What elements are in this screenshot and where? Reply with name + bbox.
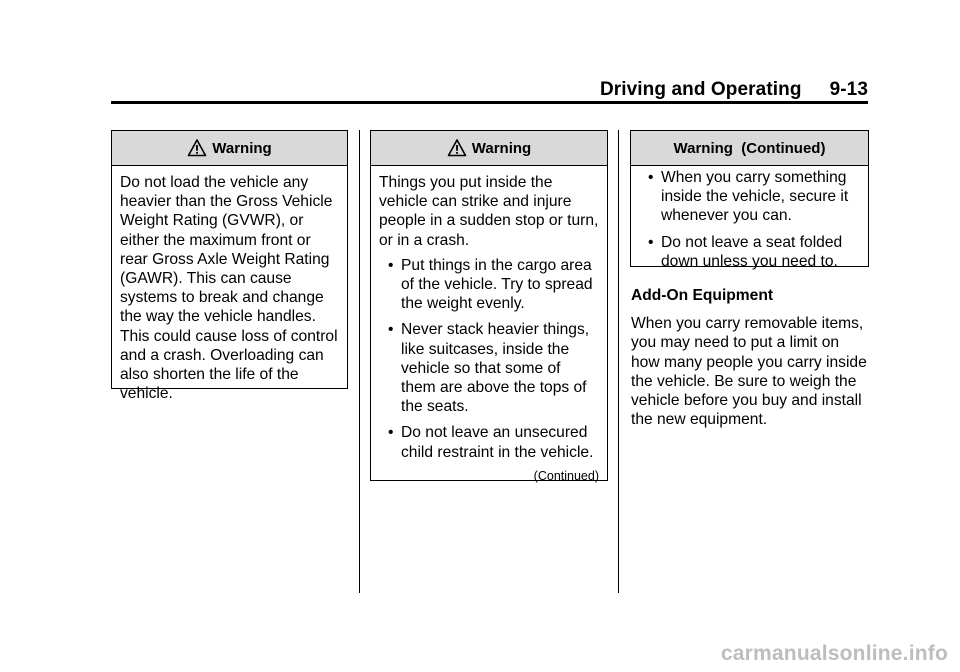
warning-box-continued: [630, 130, 869, 270]
warning-header: [631, 131, 868, 166]
warning-title: Warning: [471, 139, 532, 157]
watermark: carmanualsonline.info: [720, 642, 948, 665]
bullet-icon: •: [648, 233, 654, 251]
warning-bullet-list: [379, 256, 599, 462]
list-item: • Do not leave a seat folded down unless you need to.: [648, 233, 843, 270]
warning-title: Warning: [212, 139, 272, 157]
list-item: • Put things in the cargo area of the vehicle. Try to spread the weight evenly.: [388, 256, 593, 313]
page-number: 9-13: [829, 79, 868, 100]
column-divider: [359, 130, 360, 593]
bullet-icon: •: [388, 424, 394, 442]
warning-intro: Things you put inside the vehicle can strike and injure people in a sudden stop or turn, or in a crash.: [379, 174, 599, 249]
list-item: • Do not leave an unsecured child restraint in the vehicle.: [388, 424, 594, 461]
warning-header: [112, 131, 347, 166]
warning-triangle-icon: [187, 138, 207, 158]
warning-triangle-icon: [447, 138, 467, 158]
warning-title: Warning (Continued): [673, 139, 826, 157]
section-heading: Add-On Equipment: [631, 287, 774, 304]
list-item: • Never stack heavier things, like suitcases, inside the vehicle so that some of them are above the tops of the seats.: [388, 321, 590, 416]
warning-text: Do not load the vehicle any heavier than the Gross Vehicle Weight Rating (GVWR), or either the maximum front or rear Gross Axle Weight Rating (GAWR). This can cause systems to break and change the way the vehicle handles. This could cause loss of control and a crash. Overloading can also shorten the life of the vehicle.: [120, 174, 338, 403]
list-item: • When you carry something inside the vehicle, secure it whenever you can.: [648, 169, 849, 225]
bullet-icon: •: [388, 321, 394, 339]
page-header: [600, 79, 868, 101]
continued-label: (Continued): [533, 468, 599, 483]
header-rule: [111, 101, 868, 104]
warning-box-overload: [111, 130, 348, 403]
column-divider: [618, 130, 619, 593]
section-title: Driving and Operating: [599, 79, 802, 100]
warning-box-cargo: [370, 130, 608, 481]
bullet-icon: •: [388, 256, 394, 274]
section-text: When you carry removable items, you may need to put a limit on how many people you carry inside the vehicle. Be sure to weigh the vehicle before you buy and install the new equipment.: [631, 315, 867, 429]
bullet-icon: •: [648, 169, 654, 186]
add-on-equipment-section: [631, 286, 867, 429]
warning-bullet-list: [639, 168, 860, 271]
warning-header: [371, 131, 607, 166]
